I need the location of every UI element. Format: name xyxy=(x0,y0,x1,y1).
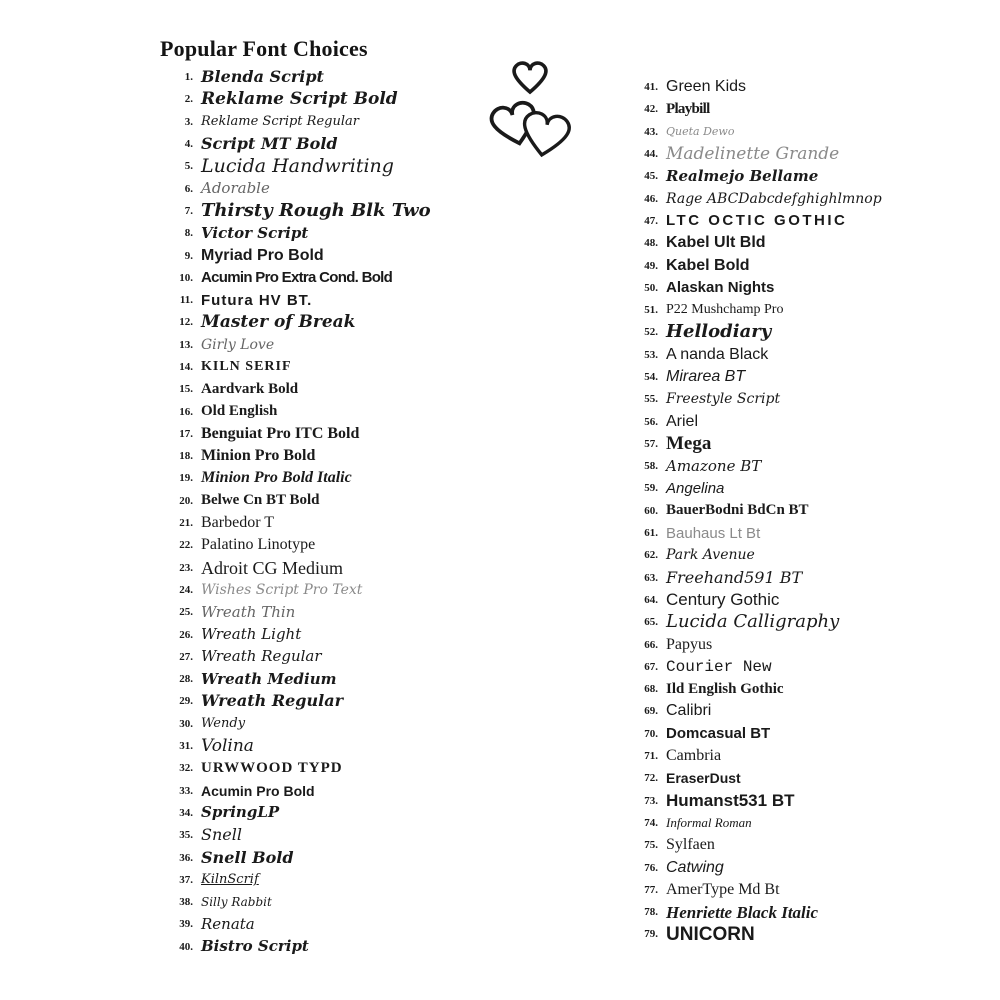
item-number: 35. xyxy=(179,829,193,842)
font-list-item xyxy=(632,611,972,633)
font-name: Victor Script xyxy=(201,223,309,242)
font-list-item xyxy=(632,210,972,232)
item-number: 13. xyxy=(179,338,193,351)
font-list-item xyxy=(632,388,972,410)
item-number: 29. xyxy=(179,695,193,708)
item-number: 74. xyxy=(644,816,658,829)
item-number: 56. xyxy=(644,415,658,428)
font-name: SpringLP xyxy=(201,803,280,822)
item-number: 45. xyxy=(644,170,658,183)
item-number: 7. xyxy=(184,204,193,217)
font-list-item xyxy=(167,713,497,735)
font-name: Informal Roman xyxy=(666,815,752,831)
font-name: Lucida Calligraphy xyxy=(666,611,840,633)
font-name: URWWOOD TYPD xyxy=(201,759,343,776)
font-list-item xyxy=(632,723,972,745)
font-name: Old English xyxy=(201,403,278,420)
font-name: Freehand591 BT xyxy=(666,567,803,587)
font-list-item xyxy=(632,544,972,566)
font-name: Rage ABCDabcdefghighlmnop xyxy=(666,190,882,207)
font-list-item xyxy=(632,76,972,98)
font-name: Acumin Pro Bold xyxy=(201,782,315,799)
font-name: Blenda Script xyxy=(201,67,324,87)
item-number: 25. xyxy=(179,606,193,619)
font-list-item xyxy=(632,165,972,187)
font-name: Wishes Script Pro Text xyxy=(201,581,363,598)
font-list-item xyxy=(167,757,497,779)
item-number: 67. xyxy=(644,660,658,673)
font-list-item xyxy=(632,455,972,477)
item-number: 40. xyxy=(179,940,193,953)
font-list-item xyxy=(632,522,972,544)
font-list-item xyxy=(167,267,497,289)
font-list-item xyxy=(167,177,497,199)
item-number: 50. xyxy=(644,281,658,294)
font-list-item xyxy=(632,856,972,878)
font-name: Ild English Gothic xyxy=(666,680,784,697)
item-number: 62. xyxy=(644,549,658,562)
font-name: Thirsty Rough Blk Two xyxy=(201,199,431,221)
font-list-item xyxy=(167,534,497,556)
font-name: Barbedor T xyxy=(201,514,275,532)
item-number: 71. xyxy=(644,750,658,763)
font-list-item xyxy=(167,646,497,668)
item-number: 32. xyxy=(179,762,193,775)
font-list-item xyxy=(167,244,497,266)
font-list-item xyxy=(167,891,497,913)
font-list-item xyxy=(632,879,972,901)
font-name: Adroit CG Medium xyxy=(201,557,343,578)
font-list-right-column xyxy=(632,76,972,946)
page-title: Popular Font Choices xyxy=(160,36,368,61)
font-list-item xyxy=(632,121,972,143)
font-name: Mirarea BT xyxy=(666,368,746,385)
font-name: Ariel xyxy=(666,412,699,430)
font-list-item xyxy=(167,490,497,512)
font-list-item xyxy=(632,433,972,455)
font-name: Wreath Regular xyxy=(201,691,343,711)
font-list-item xyxy=(632,477,972,499)
item-number: 57. xyxy=(644,437,658,450)
font-name: UNICORN xyxy=(666,923,755,945)
item-number: 6. xyxy=(184,182,193,195)
item-number: 47. xyxy=(644,214,658,227)
font-list-item xyxy=(167,334,497,356)
font-name: Alaskan Nights xyxy=(666,279,775,297)
font-list-item xyxy=(167,311,497,333)
font-list-left-column xyxy=(167,66,497,958)
font-name: Minion Pro Bold xyxy=(201,447,316,465)
item-number: 63. xyxy=(644,571,658,584)
item-number: 20. xyxy=(179,494,193,507)
item-number: 78. xyxy=(644,906,658,919)
item-number: 39. xyxy=(179,918,193,931)
font-list-item xyxy=(167,111,497,133)
font-name: Wreath Medium xyxy=(201,669,337,688)
font-list-item xyxy=(167,88,497,110)
item-number: 28. xyxy=(179,673,193,686)
font-name: Queta Dewo xyxy=(666,125,735,139)
font-name: Minion Pro Bold Italic xyxy=(201,469,352,487)
font-list-item xyxy=(632,834,972,856)
font-name: Reklame Script Bold xyxy=(201,88,398,109)
item-number: 58. xyxy=(644,460,658,473)
item-number: 10. xyxy=(179,271,193,284)
font-name: Wendy xyxy=(201,716,246,732)
double-hearts-icon xyxy=(488,98,580,164)
font-list-item xyxy=(167,66,497,88)
item-number: 27. xyxy=(179,650,193,663)
font-list-item xyxy=(632,321,972,343)
font-name: Angelina xyxy=(666,479,725,497)
font-list-item xyxy=(632,344,972,366)
item-number: 54. xyxy=(644,371,658,383)
font-list-item xyxy=(167,690,497,712)
item-number: 46. xyxy=(644,192,658,205)
font-list-item xyxy=(167,133,497,155)
item-number: 12. xyxy=(179,316,193,329)
font-name: Wreath Thin xyxy=(201,602,296,621)
font-list-item xyxy=(167,735,497,757)
font-name: Palatino Linotype xyxy=(201,536,316,554)
font-list-item xyxy=(167,512,497,534)
font-list-item xyxy=(167,400,497,422)
font-name: Sylfaen xyxy=(666,836,715,854)
font-name: Park Avenue xyxy=(666,547,755,564)
font-name: Madelinette Grande xyxy=(666,143,840,164)
item-number: 1. xyxy=(184,71,193,84)
item-number: 14. xyxy=(179,361,193,373)
font-name: Mega xyxy=(666,433,712,455)
item-number: 66. xyxy=(644,638,658,651)
font-list-item xyxy=(167,200,497,222)
font-name: Courier New xyxy=(666,657,772,676)
font-list-item xyxy=(632,277,972,299)
font-list-item xyxy=(632,633,972,655)
font-list-item xyxy=(167,423,497,445)
font-name: LTC OCTIC GOTHIC xyxy=(666,212,848,230)
item-number: 72. xyxy=(644,772,658,785)
font-list-item xyxy=(632,232,972,254)
font-name: Realmejo Bellame xyxy=(666,166,819,185)
font-name: Reklame Script Regular xyxy=(201,114,359,130)
item-number: 79. xyxy=(644,928,658,941)
font-list-item xyxy=(167,913,497,935)
font-name: Humanst531 BT xyxy=(666,791,795,811)
font-list-item xyxy=(167,378,497,400)
font-name: Benguiat Pro ITC Bold xyxy=(201,424,360,442)
font-name: Lucida Handwriting xyxy=(201,154,394,177)
font-name: Cambria xyxy=(666,747,722,765)
item-number: 31. xyxy=(179,740,193,753)
font-list-item xyxy=(632,812,972,834)
item-number: 9. xyxy=(184,249,193,262)
item-number: 23. xyxy=(179,561,193,574)
font-name: Playbill xyxy=(666,100,710,117)
item-number: 18. xyxy=(179,450,193,463)
font-name: Silly Rabbit xyxy=(201,895,272,910)
font-list-item xyxy=(632,187,972,209)
font-list-item xyxy=(167,289,497,311)
item-number: 77. xyxy=(644,883,658,896)
font-name: Acumin Pro Extra Cond. Bold xyxy=(201,269,393,287)
font-name: P22 Mushchamp Pro xyxy=(666,302,784,318)
font-name: Kabel Bold xyxy=(666,256,750,274)
font-name: Wreath Regular xyxy=(201,647,322,666)
font-list-item xyxy=(632,410,972,432)
font-name: Amazone BT xyxy=(666,456,762,475)
font-list-item xyxy=(167,356,497,378)
font-name: Myriad Pro Bold xyxy=(201,246,324,264)
item-number: 76. xyxy=(644,861,658,874)
font-list-item xyxy=(632,901,972,923)
font-list-item xyxy=(632,790,972,812)
font-list-item xyxy=(167,623,497,645)
item-number: 69. xyxy=(644,705,658,718)
font-list-item xyxy=(167,824,497,846)
font-name: Henriette Black Italic xyxy=(666,902,819,922)
font-list-item xyxy=(632,923,972,945)
heart-icon xyxy=(510,58,550,98)
item-number: 34. xyxy=(179,806,193,819)
font-list-item xyxy=(167,155,497,177)
font-list-item xyxy=(632,299,972,321)
item-number: 22. xyxy=(179,539,193,552)
font-name: Aardvark Bold xyxy=(201,380,299,397)
item-number: 8. xyxy=(184,227,193,240)
font-list-item xyxy=(632,254,972,276)
font-list-item xyxy=(167,668,497,690)
font-name: Wreath Light xyxy=(201,625,302,644)
font-name: Renata xyxy=(201,914,255,933)
font-name: Futura HV BT. xyxy=(201,291,313,309)
font-name: KILN SERIF xyxy=(201,359,292,374)
font-name: AmerType Md Bt xyxy=(666,880,780,898)
font-name: Kabel Ult Bld xyxy=(666,234,766,252)
font-list-item xyxy=(167,780,497,802)
item-number: 5. xyxy=(184,160,193,173)
item-number: 44. xyxy=(644,148,658,161)
item-number: 61. xyxy=(644,527,658,540)
item-number: 70. xyxy=(644,727,658,740)
font-name: Script MT Bold xyxy=(201,134,338,154)
item-number: 65. xyxy=(644,616,658,629)
font-name: Papyus xyxy=(666,635,713,653)
font-list-item xyxy=(632,143,972,165)
item-number: 64. xyxy=(644,593,658,606)
font-list-item xyxy=(167,601,497,623)
font-name: Bauhaus Lt Bt xyxy=(666,524,761,542)
font-name: Master of Break xyxy=(201,311,356,332)
font-name: Snell Bold xyxy=(201,847,294,867)
font-name: A nanda Black xyxy=(666,345,769,363)
font-list-item xyxy=(632,366,972,388)
font-name: Calibri xyxy=(666,702,712,720)
font-name: Belwe Cn BT Bold xyxy=(201,492,320,509)
font-list-item xyxy=(632,700,972,722)
item-number: 36. xyxy=(179,851,193,864)
item-number: 17. xyxy=(179,427,193,440)
font-list-item xyxy=(167,802,497,824)
font-list-item xyxy=(167,579,497,601)
item-number: 24. xyxy=(179,583,193,596)
item-number: 21. xyxy=(179,517,193,530)
item-number: 41. xyxy=(644,81,658,94)
font-list-item xyxy=(167,936,497,958)
font-name: Domcasual BT xyxy=(666,725,771,743)
font-list-item xyxy=(167,445,497,467)
font-name: Bistro Script xyxy=(201,937,309,956)
item-number: 68. xyxy=(644,683,658,696)
font-name: Volina xyxy=(201,735,254,756)
font-name: Snell xyxy=(201,825,242,845)
item-number: 37. xyxy=(179,873,193,886)
font-list-item xyxy=(167,869,497,891)
font-name: Catwing xyxy=(666,858,724,876)
item-number: 49. xyxy=(644,259,658,272)
font-name: Hellodiary xyxy=(666,321,772,343)
item-number: 19. xyxy=(179,472,193,485)
item-number: 15. xyxy=(179,383,193,396)
font-name: Century Gothic xyxy=(666,590,780,610)
item-number: 75. xyxy=(644,839,658,852)
font-list-item xyxy=(632,656,972,678)
font-list-item xyxy=(632,500,972,522)
item-number: 16. xyxy=(179,405,193,418)
item-number: 30. xyxy=(179,717,193,730)
item-number: 52. xyxy=(644,326,658,339)
item-number: 3. xyxy=(184,115,193,128)
item-number: 4. xyxy=(184,138,193,151)
item-number: 26. xyxy=(179,628,193,641)
font-name: Freestyle Script xyxy=(666,391,781,408)
font-name: BauerBodni BdCn BT xyxy=(666,502,809,519)
item-number: 55. xyxy=(644,393,658,406)
font-name: Green Kids xyxy=(666,78,747,96)
item-number: 73. xyxy=(644,794,658,807)
font-list-item xyxy=(632,745,972,767)
font-list-item xyxy=(167,467,497,489)
item-number: 51. xyxy=(644,304,658,317)
item-number: 60. xyxy=(644,504,658,517)
font-name: EraserDust xyxy=(666,770,741,787)
font-name: KilnScrif xyxy=(201,872,259,888)
item-number: 43. xyxy=(644,125,658,138)
font-list-item xyxy=(167,557,497,579)
item-number: 38. xyxy=(179,896,193,909)
font-name: Girly Love xyxy=(201,336,275,353)
font-list-item xyxy=(632,767,972,789)
item-number: 48. xyxy=(644,237,658,250)
item-number: 33. xyxy=(179,784,193,797)
font-list-item xyxy=(632,678,972,700)
item-number: 2. xyxy=(184,93,193,106)
font-list-item xyxy=(632,589,972,611)
item-number: 11. xyxy=(179,294,193,307)
item-number: 53. xyxy=(644,348,658,361)
font-list-item xyxy=(632,98,972,120)
font-name: Adorable xyxy=(201,179,270,198)
font-list-item xyxy=(632,567,972,589)
item-number: 42. xyxy=(644,103,658,116)
item-number: 59. xyxy=(644,482,658,495)
font-list-item xyxy=(167,222,497,244)
font-list-item xyxy=(167,846,497,868)
